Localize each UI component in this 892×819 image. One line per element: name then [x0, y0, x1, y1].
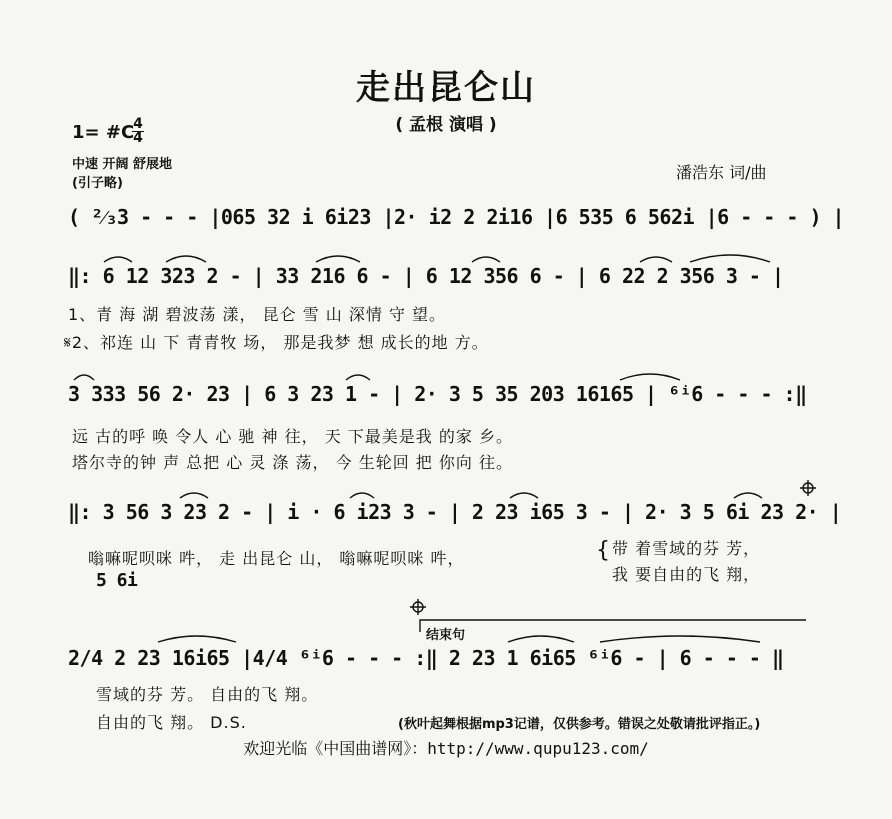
lyrics-row-4: 嗡嘛呢呗咪 吽， 走 出昆仑 山， 嗡嘛呢呗咪 吽，	[88, 549, 465, 568]
lyrics-row-3-verse-2: 塔尔寺的钟 声 总把 心 灵 涤 荡， 今 生轮回 把 你向 往。	[72, 453, 513, 472]
notation-row-1: ( ²⁄₃3 - - - |065 32 i 6i23 |2· i2 2 2i16 |6 535 6 562i |6 - - - ) |	[68, 205, 845, 229]
author-credit: 潘浩东 词/曲	[676, 163, 767, 182]
lyrics-row-5-verse-1: 雪域的芬 芳。 自由的飞 翔。	[96, 685, 319, 704]
lyrics-row-2-verse-2: 𝄋2、祁连 山 下 青青牧 场， 那是我梦 想 成长的地 方。	[64, 333, 489, 352]
lyrics-row-4-alt-notes: 5 6i	[96, 570, 138, 591]
lyrics-row-5-verse-2: 自由的飞 翔。 D.S.	[96, 713, 247, 732]
lyrics-row-2-verse-1: 1、青 海 湖 碧波荡 漾， 昆仑 雪 山 深情 守 望。	[68, 305, 447, 324]
key-signature: 1= #C	[72, 122, 135, 143]
tempo-marking: 中速 开阔 舒展地	[72, 157, 173, 172]
brace-line-1: 带 着雪域的芬 芳，	[612, 539, 761, 558]
notation-row-3: 3 333 56 2· 23 | 6 3 23 1 - | 2· 3 5 35 203 16165 | ⁶ⁱ6 - - - :‖	[68, 382, 807, 406]
site-credit: 欢迎光临《中国曲谱网》：http://www.qupu123.com/	[243, 739, 649, 758]
time-signature-top: 4	[133, 116, 143, 132]
notation-row-5: 2/4 2 23 16i65 |4/4 ⁶ⁱ6 - - - :‖ 2 23 1 6i65 ⁶ⁱ6 - | 6 - - - ‖	[68, 646, 784, 670]
brace: {	[596, 538, 611, 563]
brace-line-2: 我 要自由的飞 翔，	[612, 565, 761, 584]
lyrics-row-3-verse-1: 远 古的呼 唤 令人 心 驰 神 往， 天 下最美是我 的家 乡。	[72, 427, 513, 446]
time-signature-bottom: 4	[133, 130, 143, 146]
transcription-note: (秋叶起舞根据mp3记谱，仅供参考。错误之处敬请批评指正。)	[398, 717, 761, 732]
notation-row-2: ‖: 6 12 323 2 - | 33 216 6 - | 6 12 356 6 - | 6 22 2 356 3 - |	[68, 264, 784, 288]
singer-credit: ( 孟根 演唱 )	[395, 115, 497, 135]
notation-row-4: ‖: 3 56 3 23 2 - | i · 6 i23 3 - | 2 23 i65 3 - | 2· 3 5 6i 23 2· |	[68, 500, 842, 524]
intro-note: (引子略)	[72, 176, 123, 191]
song-title: 走出昆仑山	[356, 68, 536, 108]
ending-label: 结束句	[426, 628, 466, 643]
